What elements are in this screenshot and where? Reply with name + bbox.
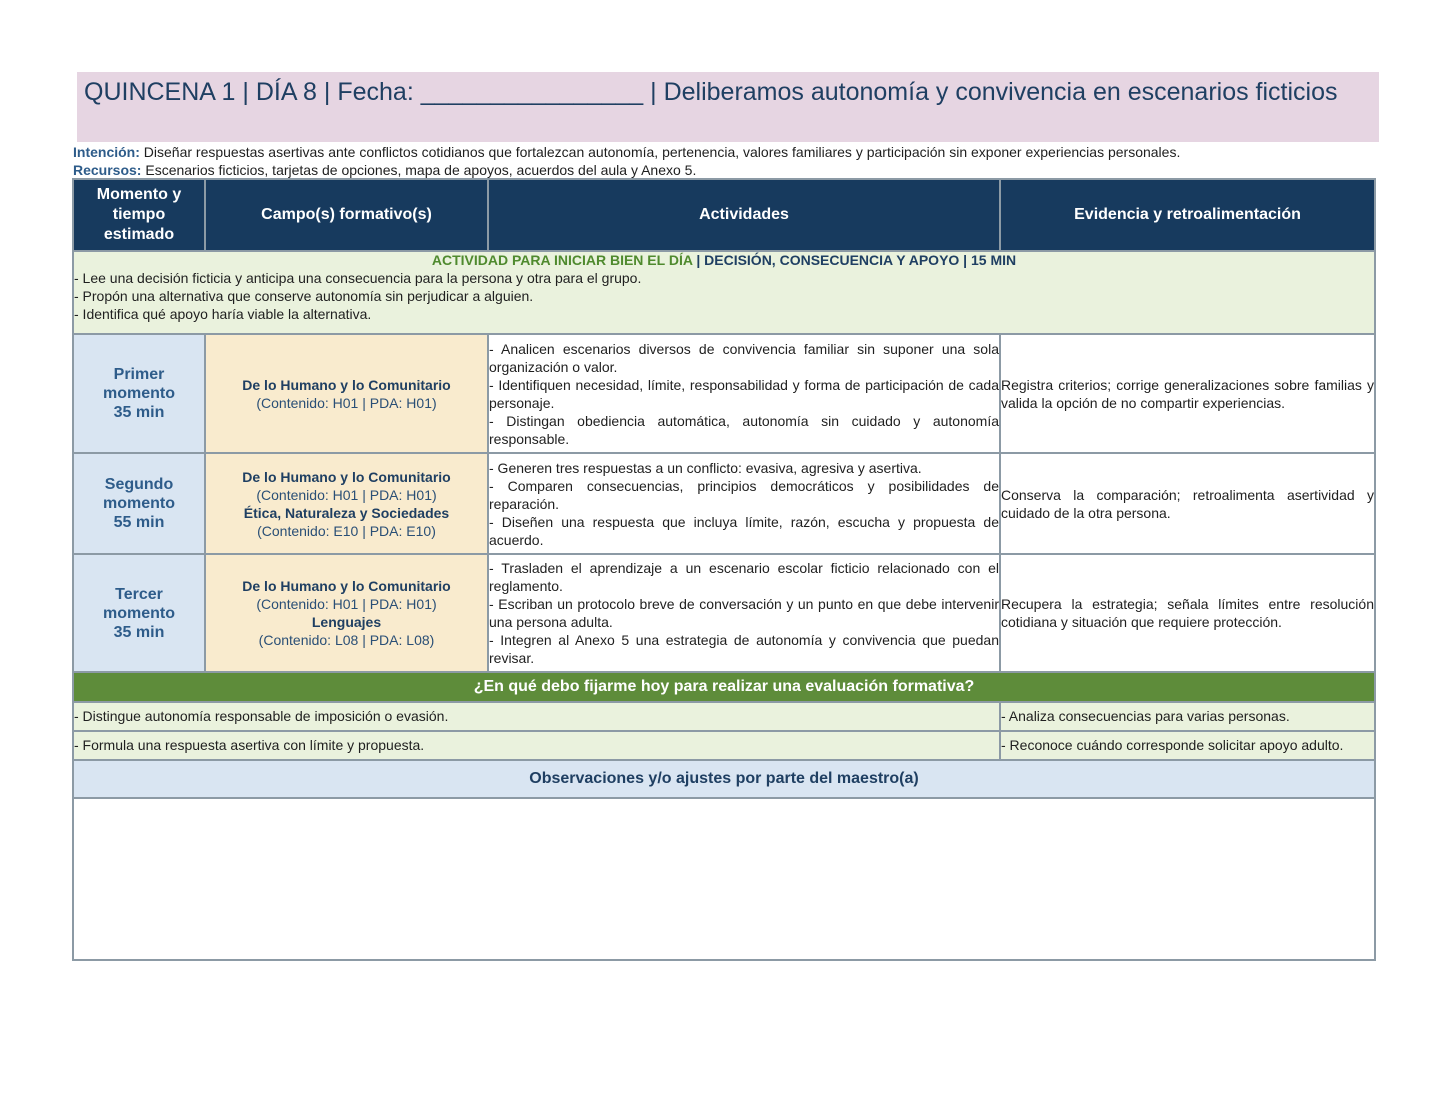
lesson-plan-table (72, 178, 1376, 961)
inicio-item: - Identifica qué apoyo haría viable la alternativa. (74, 306, 372, 322)
moment-row-2 (73, 453, 1375, 554)
activity-item: - Trasladen el aprendizaje a un escenario escolar ficticio relacionado con el reglamento. (489, 560, 999, 594)
activity-item: - Identifiquen necesidad, límite, responsabilidad y forma de participación de cada personaje. (489, 376, 999, 411)
activity-item: - Analicen escenarios diversos de convivencia familiar sin suponer una sola organización o valor. (489, 340, 999, 375)
evidence-cell: Registra criterios; corrige generalizaciones sobre familias y valida la opción de no compartir experiencias. (1000, 334, 1375, 453)
evidence-cell: Recupera la estrategia; señala límites entre resolución cotidiana y situación que requiere protección. (1000, 554, 1375, 672)
campo-cell (205, 334, 488, 453)
campo-detail: (Contenido: E10 | PDA: E10) (257, 522, 436, 539)
observations-title-row (73, 760, 1375, 798)
campo-name: De lo Humano y lo Comunitario (242, 376, 451, 393)
campo-name: De lo Humano y lo Comunitario (242, 468, 451, 485)
activity-item: - Integren al Anexo 5 una estrategia de autonomía y convivencia que puedan revisar. (489, 632, 999, 666)
evaluation-item: - Analiza consecuencias para varias personas. (1000, 702, 1375, 731)
moment-label: Segundo (104, 476, 174, 493)
moment-cell (73, 554, 205, 672)
moment-time: 35 min (113, 404, 165, 421)
observations-row (73, 798, 1375, 960)
evaluation-title-row (73, 672, 1375, 702)
header-actividades: Actividades (488, 179, 1000, 251)
moment-label: momento (103, 385, 175, 402)
moment-cell (73, 334, 205, 453)
inicio-item: - Propón una alternativa que conserve autonomía sin perjudicar a alguien. (74, 288, 534, 304)
header-evidencia: Evidencia y retroalimentación (1000, 179, 1375, 251)
activity-item: - Generen tres respuestas a un conflicto: evasiva, agresiva y asertiva. (489, 459, 922, 476)
campo-name: De lo Humano y lo Comunitario (242, 578, 451, 594)
recursos-label: Recursos: (73, 162, 142, 178)
activity-item: - Distingan obediencia automática, autonomía sin cuidado y autonomía responsable. (489, 412, 999, 447)
campo-detail: (Contenido: L08 | PDA: L08) (258, 632, 435, 648)
evaluation-item: - Reconoce cuándo corresponde solicitar apoyo adulto. (1000, 731, 1375, 760)
moment-label: Primer (113, 366, 165, 383)
observations-area[interactable] (73, 798, 1375, 960)
intencion-line (73, 144, 1393, 161)
campo-name: Ética, Naturaleza y Sociedades (243, 504, 450, 521)
activities-cell (488, 453, 1000, 554)
inicio-title-green: ACTIVIDAD PARA INICIAR BIEN EL DÍA (431, 252, 693, 268)
recursos-text: Escenarios ficticios, tarjetas de opciones, mapa de apoyos, acuerdos del aula y Anexo 5. (141, 162, 697, 178)
campo-cell (205, 554, 488, 672)
table-header-row (73, 179, 1375, 251)
intencion-text: Diseñar respuestas asertivas ante conflictos cotidianos que fortalezcan autonomía, pertenencia, valores familiares y participación sin exponer experiencias personales. (139, 144, 1181, 160)
evaluation-row (73, 702, 1375, 731)
page-title: QUINCENA 1 | DÍA 8 | Fecha: ________________ | Deliberamos autonomía y convivencia en escenarios ficticios (77, 72, 1379, 142)
moment-label: momento (103, 495, 175, 512)
campo-detail: (Contenido: H01 | PDA: H01) (256, 394, 437, 411)
activities-cell (488, 334, 1000, 453)
moment-label: Tercer (115, 585, 163, 603)
intencion-label: Intención: (73, 144, 140, 160)
activity-item: - Diseñen una respuesta que incluya límite, razón, escucha y propuesta de acuerdo. (489, 513, 999, 548)
evaluation-item: - Distingue autonomía responsable de imposición o evasión. (73, 702, 1000, 731)
inicio-title-rest: | DECISIÓN, CONSECUENCIA Y APOYO | 15 MIN (692, 252, 1017, 268)
activity-item: - Comparen consecuencias, principios democráticos y posibilidades de reparación. (489, 477, 999, 512)
recursos-line (73, 162, 1393, 179)
inicio-title (74, 252, 1374, 269)
moment-time: 55 min (113, 514, 165, 531)
evaluation-item: - Formula una respuesta asertiva con límite y propuesta. (73, 731, 1000, 760)
moment-row-1 (73, 334, 1375, 453)
moment-time: 35 min (113, 623, 165, 641)
campo-name: Lenguajes (311, 614, 382, 630)
activity-item: - Escriban un protocolo breve de conversación y un punto en que debe intervenir una persona adulta. (489, 596, 999, 630)
inicio-item: - Lee una decisión ficticia y anticipa una consecuencia para la persona y otra para el grupo. (74, 270, 642, 286)
evaluation-row (73, 731, 1375, 760)
campo-cell (205, 453, 488, 554)
campo-detail: (Contenido: H01 | PDA: H01) (256, 486, 437, 503)
header-campo: Campo(s) formativo(s) (205, 179, 488, 251)
evidence-cell: Conserva la comparación; retroalimenta asertividad y cuidado de la otra persona. (1000, 453, 1375, 554)
moment-row-3 (73, 554, 1375, 672)
moment-cell (73, 453, 205, 554)
moment-label: momento (103, 604, 175, 622)
header-momento: Momento y tiempo estimado (73, 179, 205, 251)
activities-cell (488, 554, 1000, 672)
evaluation-title: ¿En qué debo fijarme hoy para realizar una evaluación formativa? (73, 672, 1375, 702)
observations-title: Observaciones y/o ajustes por parte del maestro(a) (73, 760, 1375, 798)
campo-detail: (Contenido: H01 | PDA: H01) (256, 596, 437, 612)
inicio-row (73, 251, 1375, 334)
inicio-cell (73, 251, 1375, 334)
